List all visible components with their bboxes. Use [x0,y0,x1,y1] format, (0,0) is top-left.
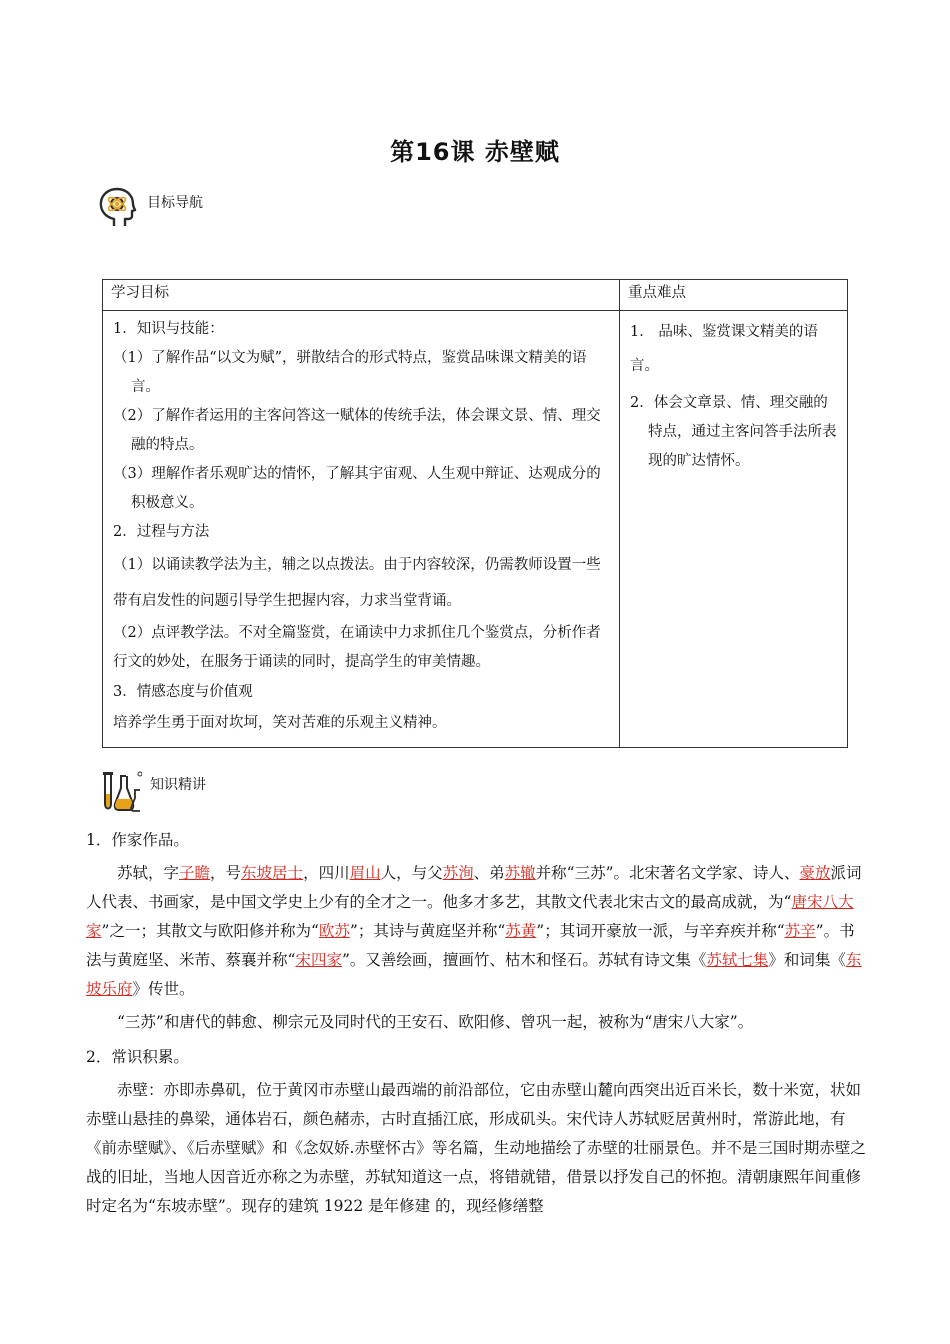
goal-heading: 3．情感态度与价值观 [113,684,253,700]
term-zizhan: 子瞻 [179,864,211,882]
key-point-item: 1． 品味、鉴赏课文精美的语言。 [630,324,818,374]
knowledge-section-label: 知识精讲 [150,777,206,793]
text-run: 派词人代表、书画家，是中国文学史上少有的全才之一。他多才多艺，其散文代表北宋古文的最高成就，为“ [86,864,862,911]
goal-item: （1）以诵读教学法为主，辅之以点拨法。由于内容较深，仍需教师设置一些带有启发性的问题引导学生把握内容，力求当堂背诵。 [113,557,601,609]
term-suxun: 苏洵 [442,864,474,882]
text-run: 人，与父 [380,864,443,882]
knowledge-section-header [100,770,206,814]
text-run: 并称“三苏”。北宋著名文学家、诗人、 [535,864,800,882]
text-run: ”；其诗与黄庭坚并称“ [349,922,506,940]
text-run: ”之一；其散文与欧阳修并称为“ [101,922,319,940]
goals-section-header [97,186,203,230]
term-qiji: 苏轼七集 [706,951,769,969]
page-title: 第16课 赤壁赋 [390,138,560,166]
learning-goals-cell [103,311,620,748]
goal-item: （2）了解作者运用的主客问答这一赋体的传统手法，体会课文景、情、理交融的特点。 [113,408,601,453]
goals-section-label: 目标导航 [147,195,203,211]
goals-table [102,279,848,748]
key-points-cell [620,311,848,748]
goal-item: （2）点评教学法。不对全篇鉴赏，在诵读中力求抓住几个鉴赏点，分析作者行文的妙处，在服务于诵读的同时，提高学生的审美情趣。 [113,625,601,670]
term-suzhe: 苏辙 [504,864,536,882]
chibi-paragraph: 赤壁：亦即赤鼻矶，位于黄冈市赤壁山最西端的前沿部位，它由赤壁山麓向西突出近百米长，数十米宽，状如赤壁山悬挂的鼻梁，通体岩石，颜色赭赤，古时直插江底，形成矶头。宋代诗人苏轼贬居黄州时，常游此地，有《前赤壁赋》、《后赤壁赋》和《念奴娇.赤壁怀古》等名篇，生动地描绘了赤壁的壮丽景色。并不是三国时期赤壁之战的旧址，当地人因音近亦称之为赤壁，苏轼知道这一点，将错就错，借景以抒发自己的怀抱。清朝康熙年间重修时定名为“东坡赤壁”。现存的建筑 1922 是年修建 的，现经修缮整 [86,1081,866,1215]
goal-item: 培养学生勇于面对坎坷，笑对苦难的乐观主义精神。 [113,715,447,731]
goal-item: （3）理解作者乐观旷达的情怀，了解其宇宙观、人生观中辩证、达观成分的积极意义。 [113,466,601,511]
section-heading: 2．常识积累。 [86,1048,189,1066]
text-run: 》和词集《 [768,951,846,969]
text-run: ”。书法与黄庭坚、米芾、蔡襄并称“ [86,922,855,969]
text-run: 、弟 [473,864,505,882]
text-run: ”。又善绘画，擅画竹、枯木和怪石。苏轼有诗文集《 [341,951,707,969]
author-paragraph [86,859,866,1004]
sansu-paragraph: “三苏”和唐代的韩愈、柳宗元及同时代的王安石、欧阳修、曾巩一起，被称为“唐宋八大家”。 [117,1013,754,1031]
term-songsijia: 宋四家 [295,951,342,969]
text-run: 苏轼，字 [117,864,180,882]
head-gears-icon [97,186,139,230]
knowledge-body [86,826,866,1221]
text-run: 》传世。 [132,980,195,998]
text-run: ，四川 [303,864,350,882]
key-point-item: 2．体会文章景、情、理交融的特点，通过主客问答手法所表现的旷达情怀。 [630,395,837,469]
col-header-learning-goals: 学习目标 [103,280,620,311]
term-meishan: 眉山 [349,864,381,882]
table-row [103,311,848,748]
term-haofang: 豪放 [799,864,831,882]
text-run: ”；其词开豪放一派，与辛弃疾并称“ [536,922,785,940]
term-tangsong: 唐宋八大家 [86,893,854,940]
term-dongpo: 东坡居士 [241,864,304,882]
term-suxin: 苏辛 [784,922,816,940]
term-yuefu: 东坡乐府 [86,951,862,998]
goal-item: （1）了解作品“以文为赋”，骈散结合的形式特点，鉴赏品味课文精美的语言。 [113,350,587,395]
table-header-row [103,280,848,311]
term-ousu: 欧苏 [318,922,350,940]
term-suhuang: 苏黄 [505,922,537,940]
col-header-key-points: 重点难点 [620,280,848,311]
goal-heading: 1．知识与技能： [113,321,224,337]
text-run: ，号 [210,864,242,882]
goal-heading: 2．过程与方法 [113,524,210,540]
section-heading: 1．作家作品。 [86,831,189,849]
lab-flasks-icon [100,770,142,814]
